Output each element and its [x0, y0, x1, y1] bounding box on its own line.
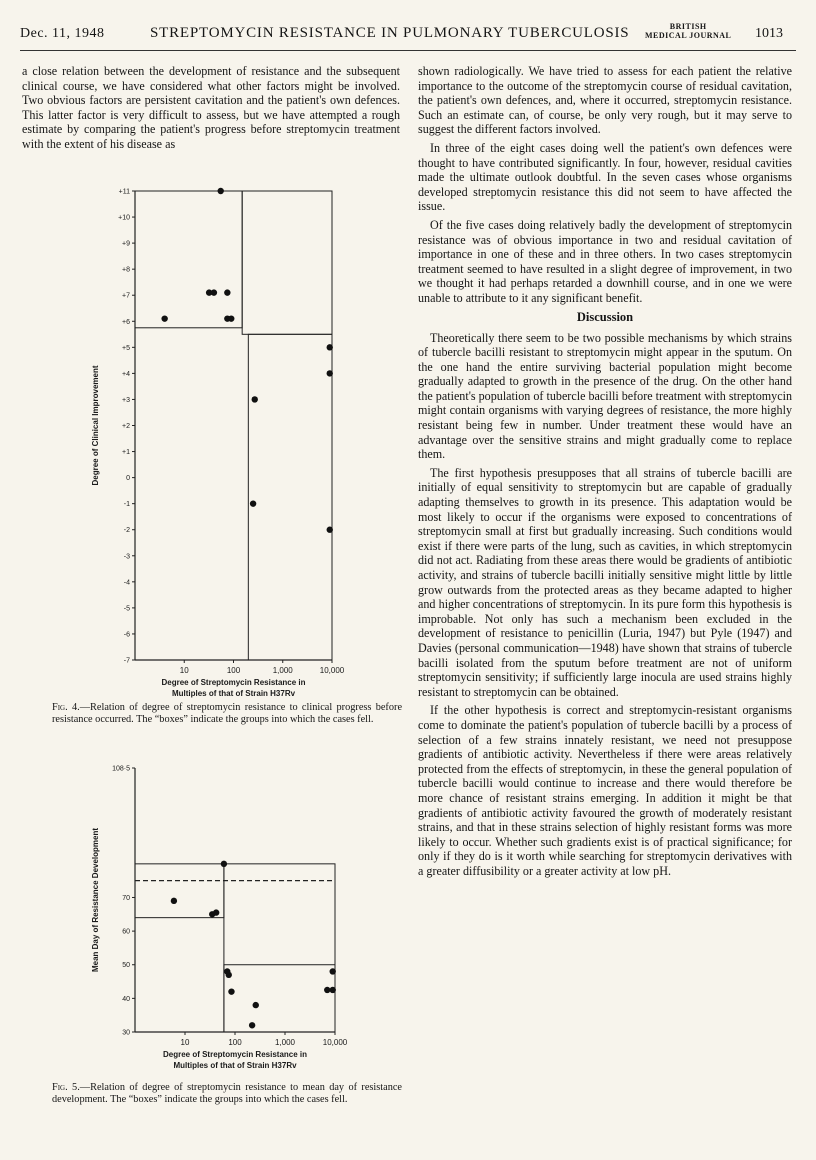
figure-5-label: Fig. 5. — [52, 1082, 80, 1093]
journal-name-line1: BRITISH — [669, 22, 707, 31]
fig4-y-tick-label: +11 — [118, 188, 130, 196]
header-rule — [20, 50, 796, 51]
fig5-x-tick-label: 1,000 — [274, 1038, 296, 1047]
left-column-text — [22, 64, 400, 152]
figure-5-chart — [60, 762, 360, 1080]
fig4-y-tick-label: +1 — [122, 449, 130, 457]
fig4-data-point — [161, 315, 167, 321]
paragraph-3: Of the five cases doing relatively badly the development of streptomycin resistance was of obvious importance in two and residual cavitation of importance in one of these and in three others. In two cases streptomycin treatment seemed to have resulted in a slight degree of improvement, in two we thought it had perhaps retarded a downhill course, and in one we were unable to attribute to it any significant benefit. — [418, 217, 792, 305]
fig5-group-box — [224, 965, 335, 1032]
article-title: STREPTOMYCIN RESISTANCE IN PULMONARY TUBERCULOSIS — [150, 25, 630, 41]
fig5-x-tick-label: 100 — [228, 1038, 242, 1047]
fig5-y-tick-label: 30 — [122, 1029, 130, 1037]
fig4-data-point — [327, 370, 333, 376]
section-heading-discussion: Discussion — [576, 309, 634, 324]
journal-name — [645, 22, 731, 40]
fig5-group-box — [224, 864, 335, 1032]
fig4-y-tick-label: -4 — [123, 579, 130, 587]
fig4-y-tick-label: 0 — [126, 475, 130, 483]
fig4-y-tick-label: -5 — [123, 605, 130, 613]
fig4-data-point — [218, 188, 224, 194]
fig4-y-axis-label: Degree of Clinical Improvement — [91, 365, 100, 486]
fig5-data-point — [249, 1022, 255, 1028]
fig4-x-axis-label-line2: Multiples of that of Strain H37Rv — [171, 689, 296, 698]
fig5-y-tick-label: 50 — [122, 962, 130, 970]
fig4-y-tick-label: +7 — [122, 292, 130, 300]
fig5-y-tick-label: 108·5 — [112, 765, 130, 773]
fig4-group-box — [248, 334, 332, 660]
fig4-y-tick-label: +3 — [122, 396, 130, 404]
fig4-y-tick-label: +4 — [122, 370, 130, 378]
paragraph-6: If the other hypothesis is correct and streptomycin-resistant organisms come to dominate the patient's population of tubercle bacilli by a process of selection of a few strains innately resistant, we need not presuppose gradients of antibiotic activity. Nevertheless if there were areas relatively protected from the effects of streptomycin, in these the general population of tubercle bacilli would continue to increase and there would therefore be more chance of resistant strains emerging. In addition it might be that gradients of antibiotic activity favoured the growth of moderately resistant strains, and that in these strains selection of highly resistant forms was more likely to occur. Whether such gradients exist is of practical significance; for only if they do is it worth while searching for streptomycin derivatives with a greater diffusibility or a greater activity at low pH. — [418, 703, 792, 878]
fig5-data-point — [324, 987, 330, 993]
fig4-y-tick-label: +9 — [122, 240, 130, 248]
paragraph-4: Theoretically there seem to be two possible mechanisms by which strains of tubercle bacilli resistant to streptomycin might appear in the sputum. On the one hand the entire surviving bacterial population might become gradually adapted to growth in the presence of the drug. On the other hand the patient's population of tubercle bacilli before treatment with streptomycin might contain organisms with varying degrees of resistance, the more highly resistant being few in number. Under treatment these would have an advantage over the sensitive strains and might gradually come to replace them. — [418, 330, 792, 462]
fig4-data-point — [228, 315, 234, 321]
fig4-y-tick-label: +2 — [122, 423, 130, 430]
fig4-x-tick-label: 1,000 — [272, 666, 293, 675]
fig5-x-tick-label: 10,000 — [322, 1038, 348, 1047]
paragraph-2: In three of the eight cases doing well the patient's own defences were thought to have contributed significantly. In four, however, residual cavities made the ultimate outlook doubtful. In the seven cases whose organisms developed streptomycin resistance this did not seem to have affected the issue. — [418, 140, 792, 214]
fig4-y-tick-label: +10 — [118, 214, 130, 222]
paragraph-1: shown radiologically. We have tried to assess for each patient the relative importance to the outcome of the streptomycin course of residual cavitation, the patient's own defences, and, where it occurred, streptomycin resistance. Such an estimate can, of course, be only very rough, but it may serve to suggest the different factors involved. — [418, 64, 792, 137]
fig5-y-axis-label: Mean Day of Resistance Development — [91, 827, 100, 973]
fig4-x-tick-label: 100 — [226, 666, 241, 675]
paragraph-5: The first hypothesis presupposes that all strains of tubercle bacilli are initially of equal sensitivity to streptomycin but are capable of gradually adapting themselves to growth in its presence. This adaptation would be most likely to occur if the organisms were exposed to concentrations of streptomycin small at first but gradually increasing. Such conditions would exist if there were parts of the lung, such as cavities, in which streptomycin did not act. Radiating from these areas there would be gradients of antibiotic activity, and strains of tubercle bacilli initially sensitive might little by little grow outwards from the protected areas as they became adapted to higher and higher concentrations of streptomycin. In its pure form this hypothesis is improbable. Not only has such a mechanism been excluded in the development of resistance to penicillin (Luria, 1947) but Pyle (1947) and Davies (personal communication—1948) have shown that strains of tubercle bacilli isolated from the sputum before treatment are not of uniform streptomycin sensitivity; if sufficiently large inocula are used strains highly resistant to streptomycin can be obtained. — [418, 465, 792, 699]
fig4-data-point — [211, 289, 217, 295]
fig4-group-box — [135, 191, 242, 328]
fig4-y-tick-label: +8 — [122, 266, 130, 274]
fig4-data-point — [327, 527, 333, 533]
fig4-y-tick-label: +5 — [122, 344, 130, 352]
figure-5-caption — [52, 1082, 402, 1106]
fig4-y-tick-label: +6 — [122, 318, 130, 326]
fig4-x-tick-label: 10 — [179, 666, 189, 675]
figure-4-caption-text: —Relation of degree of streptomycin resistance to clinical progress before resistance occurred. The “boxes” indicate the groups into which the cases fell. — [52, 702, 403, 725]
fig5-data-point — [221, 861, 227, 867]
fig5-y-tick-label: 60 — [122, 928, 130, 936]
figure-4-caption — [52, 702, 402, 726]
fig5-data-point — [253, 1002, 259, 1008]
fig5-data-point — [228, 988, 234, 994]
right-column-text — [418, 64, 792, 882]
page-number: 1013 — [755, 26, 783, 41]
fig5-data-point — [226, 972, 232, 978]
fig5-data-point — [213, 909, 219, 915]
fig4-y-tick-label: -3 — [123, 553, 130, 561]
issue-date: Dec. 11, 1948 — [20, 26, 105, 41]
fig5-x-axis-label-line2: Multiples of that of Strain H37Rv — [173, 1061, 297, 1070]
fig4-data-point — [252, 396, 258, 402]
fig4-y-tick-label: -2 — [123, 527, 130, 535]
fig4-y-tick-label: -6 — [123, 631, 130, 639]
fig4-group-box — [242, 191, 332, 334]
fig4-x-axis-label: Degree of Streptomycin Resistance in — [161, 678, 306, 687]
figure-4-label: Fig. 4. — [52, 702, 80, 713]
fig5-x-axis-label: Degree of Streptomycin Resistance in — [162, 1050, 308, 1059]
fig4-data-point — [250, 500, 256, 506]
fig5-data-point — [171, 898, 177, 904]
fig4-data-point — [224, 289, 230, 295]
fig4-x-tick-label: 10,000 — [319, 666, 345, 675]
fig4-y-tick-label: -1 — [123, 501, 130, 509]
figure-4-chart — [60, 180, 360, 710]
fig5-data-point — [330, 968, 336, 974]
running-header — [20, 22, 796, 48]
fig5-x-tick-label: 10 — [180, 1038, 190, 1047]
fig5-group-box — [135, 864, 224, 918]
fig4-data-point — [327, 344, 333, 350]
fig5-y-tick-label: 70 — [122, 894, 130, 902]
fig5-data-point — [330, 987, 336, 993]
fig4-y-tick-label: -7 — [123, 657, 130, 665]
journal-name-line2: MEDICAL JOURNAL — [645, 31, 732, 40]
fig5-y-tick-label: 40 — [122, 995, 130, 1003]
paragraph-intro: a close relation between the development of resistance and the subsequent clinical course, we have considered what other factors might be involved. Two obvious factors are persistent cavitation and the patient's own defences. This latter factor is very difficult to assess, but we have attempted a rough estimate by comparing the patient's progress before streptomycin treatment with the extent of his disease as — [22, 64, 400, 151]
figure-5-caption-text: —Relation of degree of streptomycin resistance to mean day of resistance development. The “boxes” indicate the groups into which the cases fell. — [52, 1082, 403, 1105]
